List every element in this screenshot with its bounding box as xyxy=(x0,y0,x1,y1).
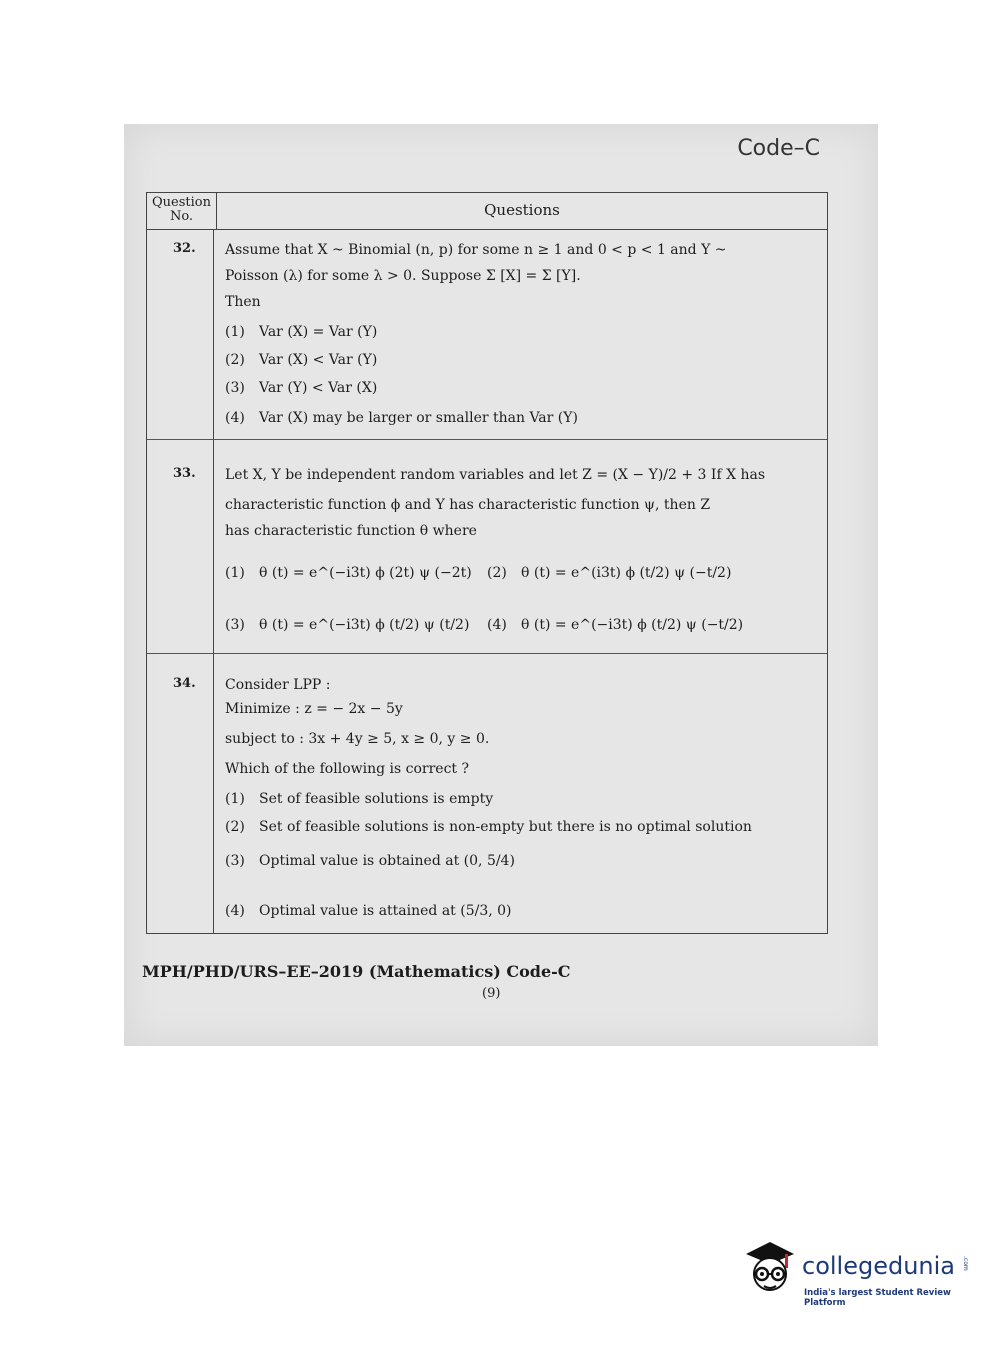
option-number: (2) xyxy=(487,565,507,581)
question-text: Poisson (λ) for some λ > 0. Suppose Σ [X] = Σ [Y]. xyxy=(225,268,581,284)
option-text: Var (Y) < Var (X) xyxy=(259,380,378,396)
paper-footer: MPH/PHD/URS–EE–2019 (Mathematics) Code-C xyxy=(142,962,571,981)
option-2 xyxy=(225,351,377,369)
question-text: subject to : 3x + 4y ≥ 5, x ≥ 0, y ≥ 0. xyxy=(225,731,490,747)
question-text: has characteristic function θ where xyxy=(225,523,477,539)
option-3 xyxy=(225,852,515,870)
option-text: θ (t) = e^(−i3t) ϕ (2t) ψ (−2t) xyxy=(259,565,472,581)
option-text: θ (t) = e^(i3t) ϕ (t/2) ψ (−t/2) xyxy=(521,565,732,581)
question-text: characteristic function ϕ and Y has characteristic function ψ, then Z xyxy=(225,497,711,513)
table-header xyxy=(147,193,827,230)
question-text: Let X, Y be independent random variables and let Z = (X − Y)/2 + 3 If X has xyxy=(225,467,766,483)
option-2 xyxy=(225,818,752,836)
option-3 xyxy=(225,616,469,634)
student-mascot-icon xyxy=(740,1236,800,1296)
option-text: Set of feasible solutions is empty xyxy=(259,791,494,807)
option-3 xyxy=(225,379,377,397)
option-text: Var (X) = Var (Y) xyxy=(259,324,378,340)
option-1 xyxy=(225,790,493,808)
collegedunia-logo xyxy=(740,1236,980,1326)
question-body xyxy=(225,440,817,650)
option-text: Var (X) < Var (Y) xyxy=(259,352,378,368)
logo-tagline: India's largest Student Review Platform xyxy=(804,1288,951,1308)
question-text: Which of the following is correct ? xyxy=(225,761,469,777)
option-4 xyxy=(225,902,512,920)
question-text: Minimize : z = − 2x − 5y xyxy=(225,701,403,717)
logo-name: collegedunia xyxy=(802,1252,956,1280)
question-text: Assume that X ~ Binomial (n, p) for some n ≥ 1 and 0 < p < 1 and Y ~ xyxy=(225,242,727,258)
option-number: (3) xyxy=(225,380,245,396)
question-table xyxy=(146,192,828,934)
option-number: (1) xyxy=(225,565,245,581)
scanned-page-photo xyxy=(124,124,878,1046)
option-number: (3) xyxy=(225,617,245,633)
paper-code: Code–C xyxy=(737,136,820,161)
option-text: Set of feasible solutions is non-empty but there is no optimal solution xyxy=(259,819,752,835)
question-number: 34. xyxy=(173,676,196,691)
option-1 xyxy=(225,564,472,582)
option-number: (4) xyxy=(225,410,245,426)
question-body xyxy=(225,654,817,936)
option-text: θ (t) = e^(−i3t) ϕ (t/2) ψ (−t/2) xyxy=(521,617,744,633)
question-no-header: Question No. xyxy=(147,193,217,229)
option-text: Var (X) may be larger or smaller than Var (Y) xyxy=(259,410,578,426)
page-number: (9) xyxy=(482,986,501,1001)
option-number: (4) xyxy=(487,617,507,633)
question-text: Then xyxy=(225,294,261,310)
question-row-33 xyxy=(147,439,827,650)
option-number: (1) xyxy=(225,791,245,807)
question-number: 33. xyxy=(173,466,196,481)
option-text: Optimal value is obtained at (0, 5/4) xyxy=(259,853,515,869)
option-number: (4) xyxy=(225,903,245,919)
option-1 xyxy=(225,323,377,341)
question-number: 32. xyxy=(173,241,196,256)
option-4 xyxy=(225,409,578,427)
option-number: (2) xyxy=(225,819,245,835)
option-number: (2) xyxy=(225,352,245,368)
question-body xyxy=(225,237,817,437)
option-4 xyxy=(487,616,743,634)
option-2 xyxy=(487,564,731,582)
question-text: Consider LPP : xyxy=(225,677,331,693)
logo-domain-suffix: .com xyxy=(962,1256,969,1271)
question-row-32 xyxy=(147,237,827,437)
question-row-34 xyxy=(147,653,827,936)
questions-header: Questions xyxy=(484,201,560,219)
option-number: (3) xyxy=(225,853,245,869)
option-text: Optimal value is attained at (5/3, 0) xyxy=(259,903,512,919)
option-text: θ (t) = e^(−i3t) ϕ (t/2) ψ (t/2) xyxy=(259,617,470,633)
option-number: (1) xyxy=(225,324,245,340)
